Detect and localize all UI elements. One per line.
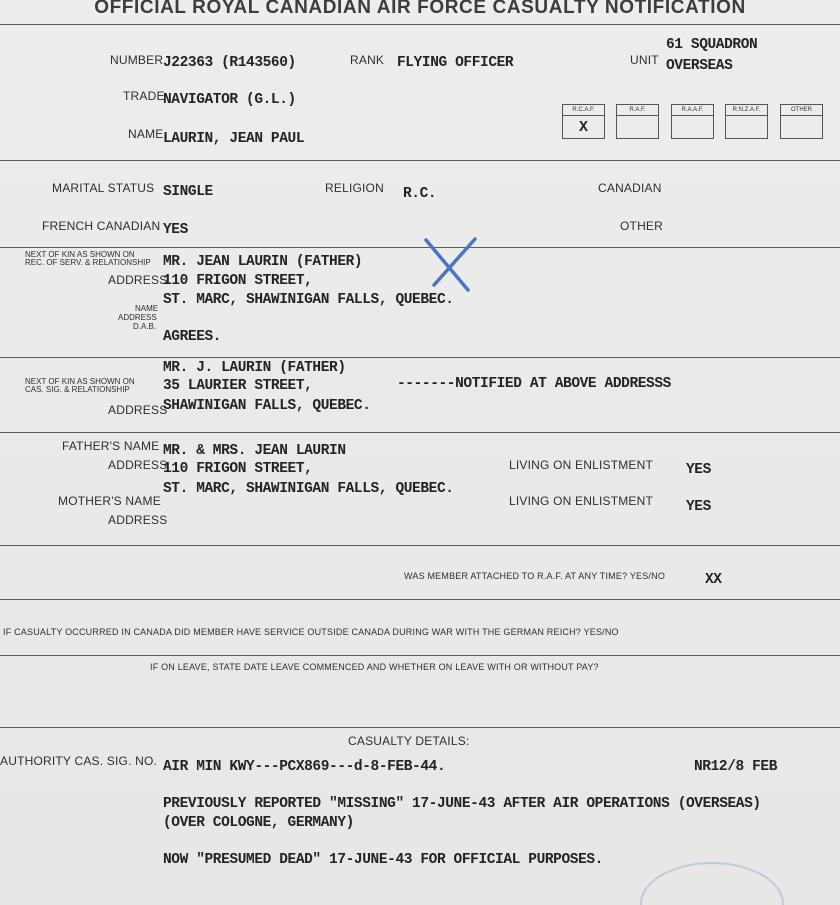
canadian-label: CANADIAN [598, 181, 662, 195]
father-name-value: MR. & MRS. JEAN LAURIN [163, 443, 346, 459]
casualty-line3: NOW "PRESUMED DEAD" 17-JUNE-43 FOR OFFICIAL PURPOSES. [163, 852, 603, 868]
authority-reference: NR12/8 FEB [694, 759, 778, 775]
faded-stamp [640, 862, 784, 905]
nok-service-address-label: ADDRESS [108, 273, 168, 287]
rule [0, 160, 840, 161]
trade-label: TRADE [123, 89, 165, 103]
casualty-line1: PREVIOUSLY REPORTED "MISSING" 17-JUNE-43 AFTER AIR OPERATIONS (OVERSEAS) [163, 796, 761, 812]
nok-service-label-line2: REC. OF SERV. & RELATIONSHIP [25, 258, 151, 267]
name-label: NAME [128, 127, 164, 141]
father-name-label: FATHER'S NAME [62, 439, 160, 453]
casualty-details-label: CASUALTY DETAILS: [348, 734, 470, 748]
other-label: OTHER [620, 219, 663, 233]
outside-canada-question: IF CASUALTY OCCURRED IN CANADA DID MEMBER HAVE SERVICE OUTSIDE CANADA DURING WAR WITH THE GERMAN REICH? YES/NO [3, 627, 619, 637]
number-label: NUMBER [110, 53, 164, 67]
number-value: J22363 (R143560) [163, 55, 296, 71]
service-box-label: R.N.Z.A.F. [726, 105, 767, 116]
unit-value-line2: OVERSEAS [666, 58, 733, 74]
nok-cas-address-line2: SHAWINIGAN FALLS, QUEBEC. [163, 398, 371, 414]
nok-service-label-line1: NEXT OF KIN AS SHOWN ON [25, 250, 135, 259]
service-box-label: R.A.A.F. [672, 105, 713, 116]
mother-living-label: LIVING ON ENLISTMENT [509, 494, 654, 508]
father-address-line1: 110 FRIGON STREET, [163, 461, 313, 477]
service-box-label: R.A.F. [617, 105, 658, 116]
french-canadian-label: FRENCH CANADIAN [42, 219, 161, 233]
nok-cas-label-line1: NEXT OF KIN AS SHOWN ON [25, 377, 135, 386]
rule [0, 599, 840, 600]
mother-living-value: YES [686, 499, 711, 515]
nok-service-person: MR. JEAN LAURIN (FATHER) [163, 254, 363, 270]
rule [0, 432, 840, 433]
trade-value: NAVIGATOR (G.L.) [163, 92, 296, 108]
nok-cas-address-label: ADDRESS [108, 403, 168, 417]
mother-address-label: ADDRESS [108, 513, 168, 527]
raf-attached-question: WAS MEMBER ATTACHED TO R.A.F. AT ANY TIME? YES/NO [404, 571, 666, 581]
form-title: OFFICIAL ROYAL CANADIAN AIR FORCE CASUALTY NOTIFICATION [94, 0, 746, 18]
religion-label: RELIGION [325, 181, 384, 195]
rule [0, 727, 840, 728]
service-box-mark: X [578, 119, 588, 136]
service-box-raaf [671, 104, 714, 139]
rule [0, 24, 840, 25]
religion-value: R.C. [403, 186, 437, 202]
nok-service-address-line2: ST. MARC, SHAWINIGAN FALLS, QUEBEC. [163, 292, 454, 308]
casualty-line2: (OVER COLOGNE, GERMANY) [163, 815, 354, 831]
authority-value: AIR MIN KWY---PCX869---d-8-FEB-44. [163, 759, 446, 775]
marital-status-value: SINGLE [163, 184, 213, 200]
rule [0, 545, 840, 546]
nok-cas-label-line2: CAS. SIG. & RELATIONSHIP [25, 385, 130, 394]
dab-label-line3: D.A.B. [133, 322, 157, 331]
rank-label: RANK [350, 53, 385, 67]
father-living-label: LIVING ON ENLISTMENT [509, 458, 654, 472]
dab-label-line2: ADDRESS [118, 313, 157, 322]
raf-attached-answer: XX [705, 572, 722, 588]
father-address-label: ADDRESS [108, 458, 168, 472]
name-value: LAURIN, JEAN PAUL [163, 131, 305, 147]
service-box-rcaf [562, 104, 605, 139]
service-box-label: R.C.A.F. [563, 105, 604, 116]
rank-value: FLYING OFFICER [397, 55, 514, 71]
rule [0, 655, 840, 656]
dab-value: AGREES. [163, 329, 222, 345]
dab-label-line1: NAME [135, 304, 159, 313]
service-box-label: OTHER [781, 105, 822, 116]
rule [0, 357, 840, 358]
mother-name-label: MOTHER'S NAME [58, 494, 161, 508]
nok-cas-address-line1: 35 LAURIER STREET, [163, 378, 313, 394]
nok-service-address-line1: 110 FRIGON STREET, [163, 273, 313, 289]
father-address-line2: ST. MARC, SHAWINIGAN FALLS, QUEBEC. [163, 481, 454, 497]
unit-label: UNIT [630, 53, 659, 67]
father-living-value: YES [686, 462, 711, 478]
on-leave-question: IF ON LEAVE, STATE DATE LEAVE COMMENCED AND WHETHER ON LEAVE WITH OR WITHOUT PAY? [150, 662, 599, 672]
blue-x-mark [420, 234, 482, 298]
service-box-rnzaf [725, 104, 768, 139]
authority-label: AUTHORITY CAS. SIG. NO. [0, 754, 158, 768]
nok-cas-notified: -------NOTIFIED AT ABOVE ADDRESSS [397, 376, 671, 392]
service-box-other [780, 104, 823, 139]
unit-value-line1: 61 SQUADRON [666, 37, 758, 53]
nok-cas-person: MR. J. LAURIN (FATHER) [163, 360, 346, 376]
marital-status-label: MARITAL STATUS [52, 181, 155, 195]
french-canadian-value: YES [163, 222, 188, 238]
service-box-raf [616, 104, 659, 139]
